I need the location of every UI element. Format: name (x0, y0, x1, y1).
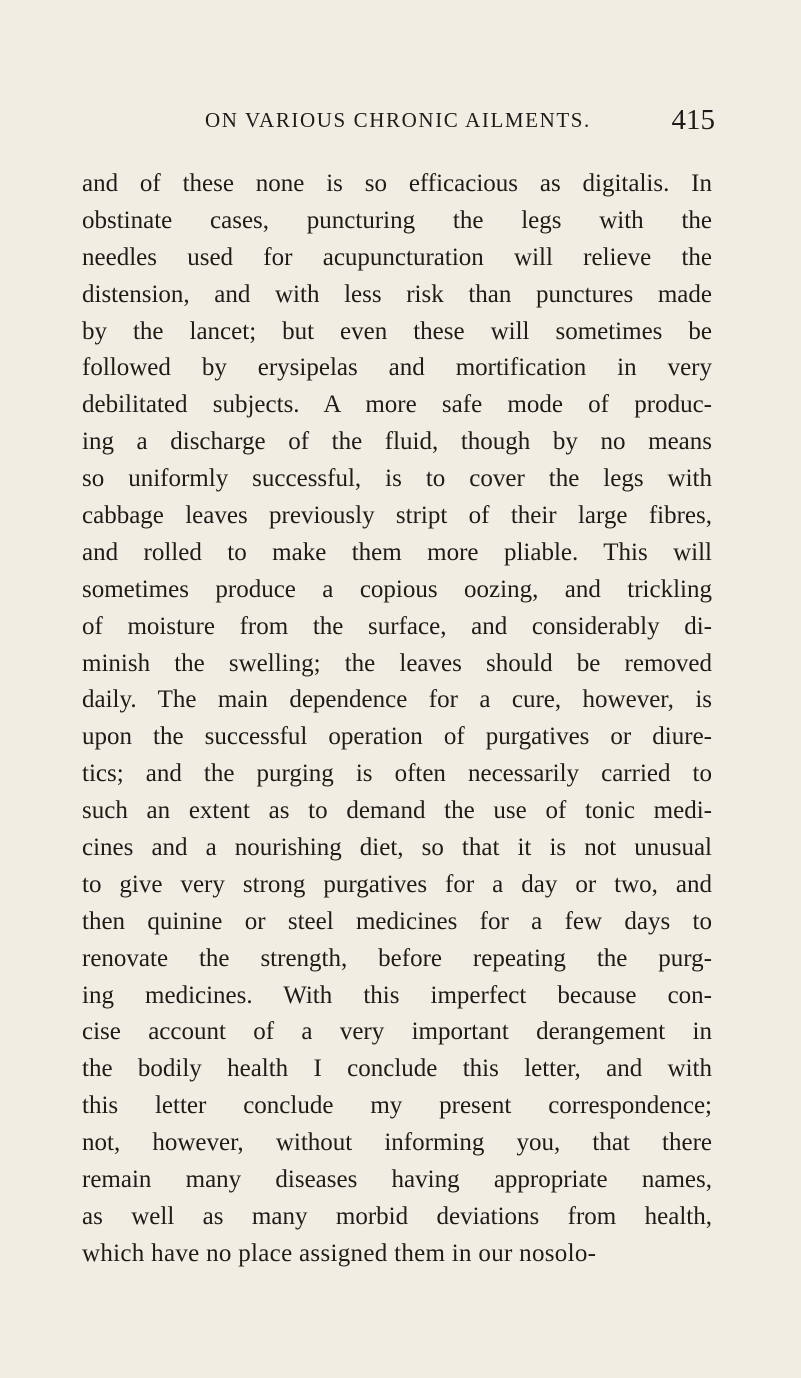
text-line: distension, and with less risk than punctures made (82, 280, 712, 308)
text-line: by the lancet; but even these will sometimes be (82, 317, 712, 345)
running-title: ON VARIOUS CHRONIC AILMENTS. (205, 108, 591, 132)
text-line: daily. The main dependence for a cure, however, is (82, 686, 712, 714)
text-line: ing medicines. With this imperfect because con- (82, 981, 712, 1009)
text-line: cines and a nourishing diet, so that it is not unusual (82, 834, 712, 862)
body-text (82, 166, 712, 1273)
text-line: the bodily health I conclude this letter, and with (82, 1055, 712, 1083)
text-line: not, however, without informing you, that there (82, 1129, 712, 1157)
text-line: sometimes produce a copious oozing, and trickling (82, 575, 712, 603)
text-line: and rolled to make them more pliable. This will (82, 538, 712, 566)
text-line: followed by erysipelas and mortification in very (82, 354, 712, 382)
text-line: so uniformly successful, is to cover the legs with (82, 465, 712, 493)
text-line: and of these none is so efficacious as digitalis. In (82, 170, 712, 197)
page-number: 415 (671, 104, 715, 136)
text-line: debilitated subjects. A more safe mode of produc- (82, 391, 712, 419)
text-line: this letter conclude my present correspondence; (82, 1092, 712, 1120)
text-line: which have no place assigned them in our nosolo- (82, 1239, 597, 1267)
text-line: ing a discharge of the fluid, though by no means (82, 428, 712, 456)
text-line: of moisture from the surface, and considerably di- (82, 612, 712, 640)
text-line: then quinine or steel medicines for a few days to (82, 907, 712, 935)
text-line: remain many diseases having appropriate names, (82, 1166, 712, 1194)
running-head (0, 103, 801, 137)
text-line: to give very strong purgatives for a day or two, and (82, 870, 712, 898)
text-line: tics; and the purging is often necessarily carried to (82, 760, 712, 788)
text-line: upon the successful operation of purgatives or diure- (82, 723, 712, 751)
text-line: cabbage leaves previously stript of their large fibres, (82, 502, 712, 530)
text-line: obstinate cases, puncturing the legs with the (82, 206, 712, 234)
text-line: as well as many morbid deviations from health, (82, 1202, 712, 1230)
text-line: needles used for acupuncturation will relieve the (82, 243, 712, 271)
text-line: cise account of a very important derangement in (82, 1018, 712, 1046)
text-line: such an extent as to demand the use of tonic medi- (82, 797, 712, 825)
text-line: renovate the strength, before repeating the purg- (82, 944, 712, 972)
text-line: minish the swelling; the leaves should be removed (82, 649, 712, 677)
